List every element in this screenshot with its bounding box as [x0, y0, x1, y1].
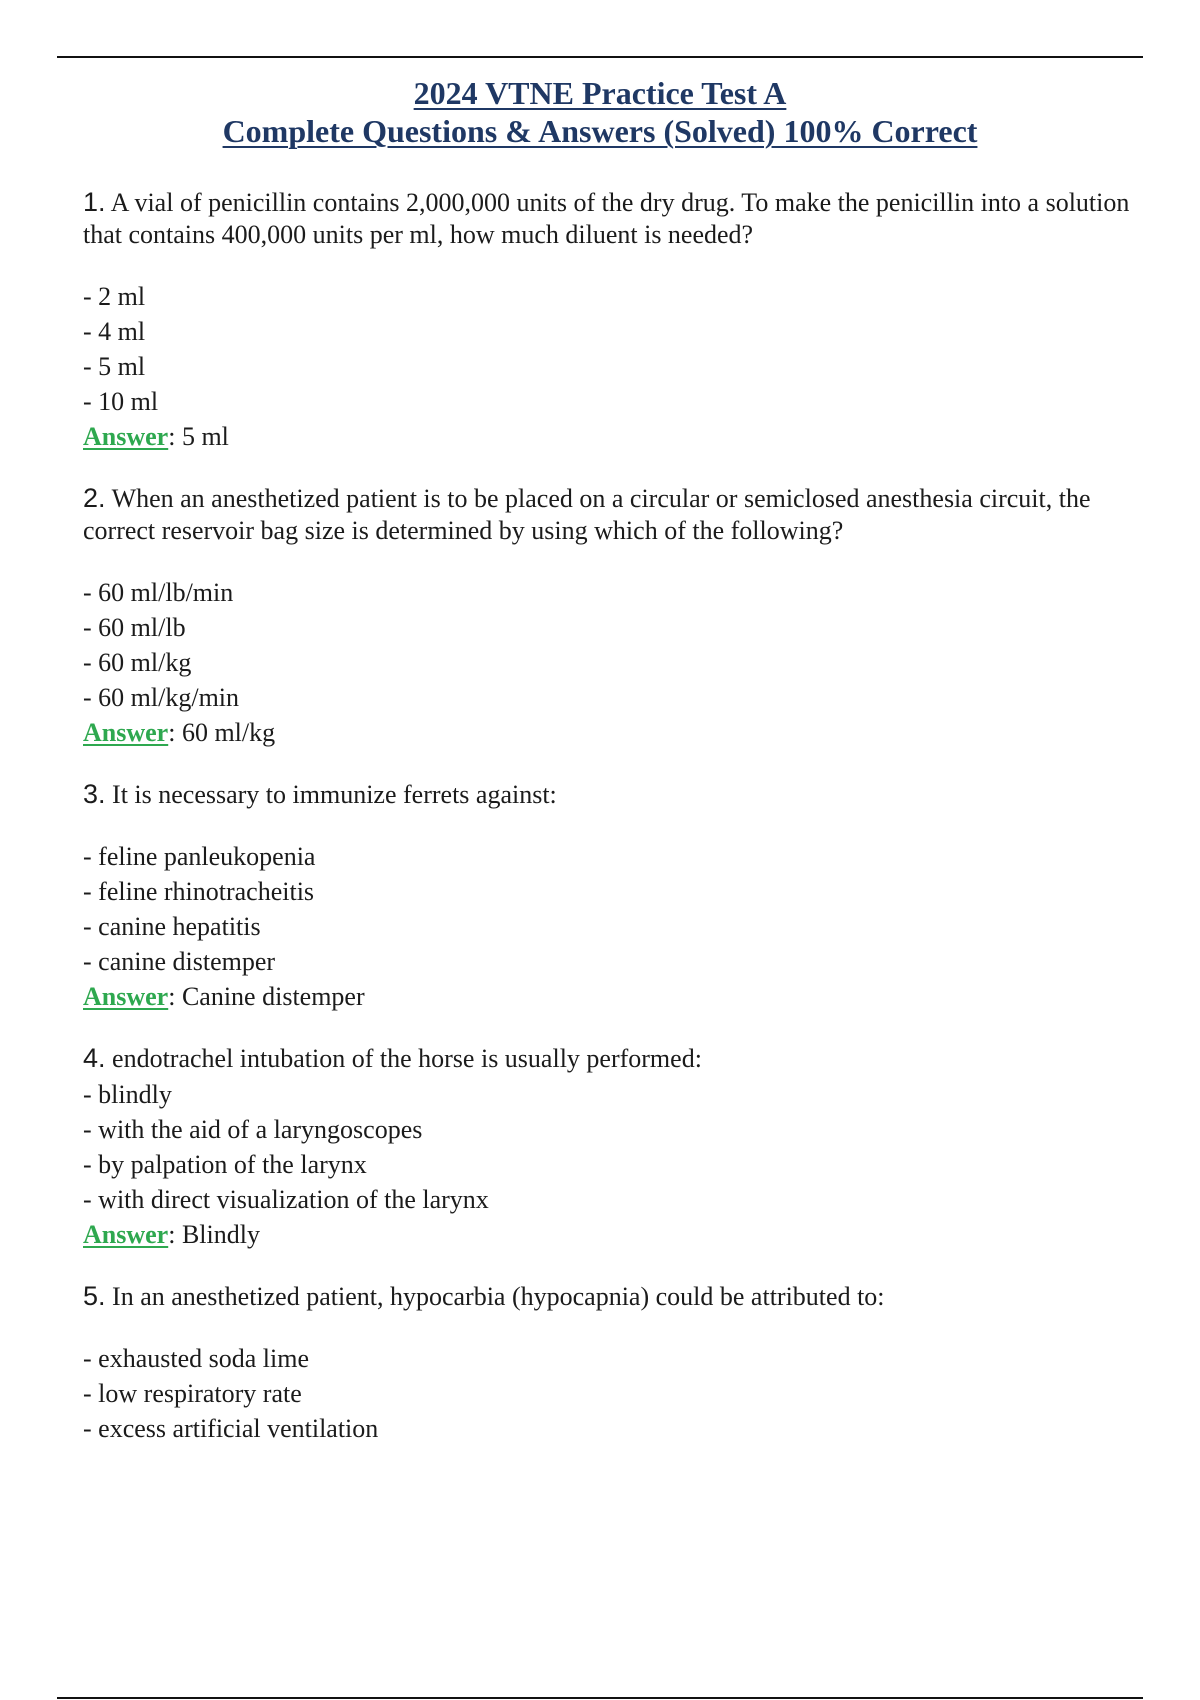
- question-text: [83, 482, 1133, 547]
- option-bullet: -: [83, 352, 99, 381]
- question-text: [83, 186, 1133, 251]
- document-title-line2: Complete Questions & Answers (Solved) 100% Correct: [222, 113, 978, 149]
- option-item: [83, 349, 1133, 384]
- option-label: canine distemper: [98, 947, 276, 976]
- option-list: [83, 839, 1133, 1014]
- option-label: 60 ml/lb/min: [98, 578, 234, 607]
- question-number: 5.: [83, 1281, 106, 1311]
- answer-label: Answer: [83, 1220, 169, 1249]
- option-bullet: -: [83, 947, 99, 976]
- option-item: [83, 575, 1133, 610]
- option-list: [83, 279, 1133, 454]
- option-label: 2 ml: [98, 282, 146, 311]
- question-1: [83, 186, 1133, 454]
- option-item: [83, 645, 1133, 680]
- question-number: 4.: [83, 1043, 106, 1073]
- option-item: [83, 1147, 1133, 1182]
- option-item: [83, 839, 1133, 874]
- bottom-rule: [57, 1697, 1143, 1699]
- option-item: [83, 1411, 1133, 1446]
- option-bullet: -: [83, 1115, 99, 1144]
- option-list: [83, 1341, 1133, 1446]
- option-bullet: -: [83, 387, 99, 416]
- question-body: endotrachel intubation of the horse is usually performed:: [112, 1044, 702, 1073]
- option-label: low respiratory rate: [98, 1379, 302, 1408]
- option-label: with direct visualization of the larynx: [98, 1185, 489, 1214]
- option-label: excess artificial ventilation: [98, 1414, 379, 1443]
- answer-line: Answer: 60 ml/kg: [83, 718, 276, 747]
- question-2: [83, 482, 1133, 750]
- question-5: [83, 1280, 1133, 1446]
- option-list: [83, 1077, 1133, 1252]
- option-bullet: -: [83, 1379, 99, 1408]
- option-label: with the aid of a laryngoscopes: [98, 1115, 423, 1144]
- answer-line: Answer: Canine distemper: [83, 982, 365, 1011]
- option-label: 60 ml/kg/min: [98, 683, 240, 712]
- question-text: [83, 1042, 1133, 1075]
- option-item: [83, 314, 1133, 349]
- option-bullet: -: [83, 1080, 99, 1109]
- option-item: [83, 680, 1133, 715]
- option-label: canine hepatitis: [98, 912, 261, 941]
- option-label: feline panleukopenia: [98, 842, 316, 871]
- question-text: [83, 778, 1133, 811]
- option-bullet: -: [83, 648, 99, 677]
- question-text: [83, 1280, 1133, 1313]
- option-label: 60 ml/kg: [98, 648, 192, 677]
- question-body: A vial of penicillin contains 2,000,000 units of the dry drug. To make the penicillin into a solution that contains 400,000 units per ml, how much diluent is needed?: [83, 188, 1130, 249]
- option-label: 60 ml/lb: [98, 613, 186, 642]
- option-item: [83, 1182, 1133, 1217]
- option-list: [83, 575, 1133, 750]
- question-number: 3.: [83, 779, 106, 809]
- option-bullet: -: [83, 877, 99, 906]
- question-body: It is necessary to immunize ferrets against:: [112, 780, 557, 809]
- question-number: 1.: [83, 187, 106, 217]
- answer-value: 60 ml/kg: [181, 718, 276, 747]
- option-item: [83, 384, 1133, 419]
- option-item: [83, 610, 1133, 645]
- option-bullet: -: [83, 1150, 99, 1179]
- answer-value: Canine distemper: [181, 982, 365, 1011]
- option-item: [83, 1112, 1133, 1147]
- answer-label: Answer: [83, 982, 169, 1011]
- option-bullet: -: [83, 1414, 99, 1443]
- answer-label: Answer: [83, 718, 169, 747]
- option-bullet: -: [83, 317, 99, 346]
- option-bullet: -: [83, 613, 99, 642]
- option-label: 10 ml: [98, 387, 159, 416]
- answer-value: Blindly: [181, 1220, 260, 1249]
- question-list: [83, 186, 1133, 1474]
- question-body: When an anesthetized patient is to be placed on a circular or semiclosed anesthesia circuit, the correct reservoir bag size is determined by using which of the following?: [83, 484, 1091, 545]
- option-bullet: -: [83, 683, 99, 712]
- option-item: [83, 279, 1133, 314]
- option-label: 4 ml: [98, 317, 146, 346]
- option-label: exhausted soda lime: [98, 1344, 310, 1373]
- option-item: [83, 909, 1133, 944]
- question-3: [83, 778, 1133, 1014]
- answer-value: 5 ml: [181, 422, 229, 451]
- option-item: [83, 944, 1133, 979]
- answer-label: Answer: [83, 422, 169, 451]
- option-item: [83, 1376, 1133, 1411]
- option-bullet: -: [83, 1344, 99, 1373]
- option-bullet: -: [83, 1185, 99, 1214]
- option-label: 5 ml: [98, 352, 146, 381]
- top-rule: [57, 56, 1143, 58]
- document-title-line1: 2024 VTNE Practice Test A: [413, 75, 787, 111]
- option-label: feline rhinotracheitis: [98, 877, 315, 906]
- option-label: blindly: [98, 1080, 172, 1109]
- question-number: 2.: [83, 483, 106, 513]
- answer-line: Answer: 5 ml: [83, 422, 229, 451]
- option-bullet: -: [83, 282, 99, 311]
- option-item: [83, 874, 1133, 909]
- option-label: by palpation of the larynx: [98, 1150, 367, 1179]
- option-bullet: -: [83, 578, 99, 607]
- option-bullet: -: [83, 842, 99, 871]
- question-4: [83, 1042, 1133, 1252]
- option-item: [83, 1077, 1133, 1112]
- option-bullet: -: [83, 912, 99, 941]
- option-item: [83, 1341, 1133, 1376]
- answer-line: Answer: Blindly: [83, 1220, 260, 1249]
- question-body: In an anesthetized patient, hypocarbia (hypocapnia) could be attributed to:: [112, 1282, 885, 1311]
